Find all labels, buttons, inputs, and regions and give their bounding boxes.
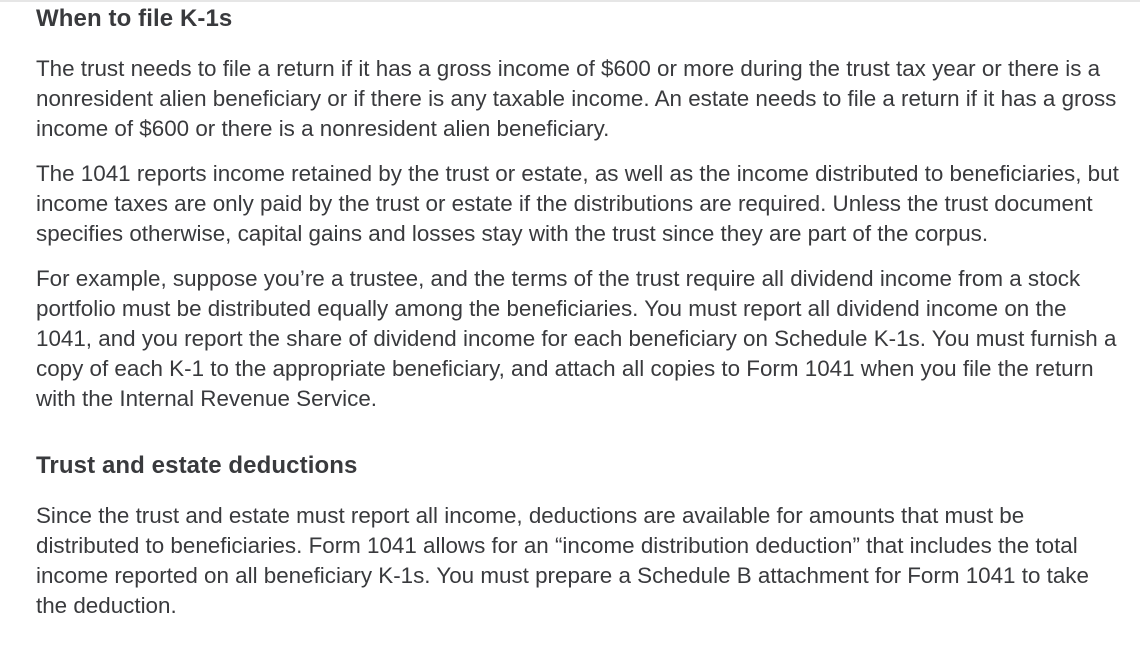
section-deductions bbox=[36, 451, 1126, 621]
article-content bbox=[36, 0, 1126, 621]
section-heading: When to file K-1s bbox=[36, 5, 233, 32]
paragraph: For example, suppose you’re a trustee, and the terms of the trust require all dividend income from a stock portfolio must be distributed equally among the beneficiaries. You must report all dividend income on the 1041, and you report the share of dividend income for each beneficiary on Schedule K-1s. You must furnish a copy of each K-1 to the appropriate beneficiary, and attach all copies to Form 1041 when you file the return with the Internal Revenue Service. bbox=[36, 266, 1117, 411]
section-when-to-file bbox=[36, 0, 1126, 414]
paragraph: Since the trust and estate must report all income, deductions are available for amounts that must be distributed to beneficiaries. Form 1041 allows for an “income distribution deduction” that includes the total income reported on all beneficiary K-1s. You must prepare a Schedule B attachment for Form 1041 to take the deduction. bbox=[36, 503, 1089, 618]
paragraph: The trust needs to file a return if it has a gross income of $600 or more during the trust tax year or there is a nonresident alien beneficiary or if there is any taxable income. An estate needs to file a return if it has a gross income of $600 or there is a nonresident alien beneficiary. bbox=[36, 56, 1117, 141]
paragraph: The 1041 reports income retained by the trust or estate, as well as the income distributed to beneficiaries, but income taxes are only paid by the trust or estate if the distributions are required. Unless the trust document specifies otherwise, capital gains and losses stay with the trust since they are part of the corpus. bbox=[36, 161, 1119, 246]
section-heading: Trust and estate deductions bbox=[36, 452, 358, 479]
